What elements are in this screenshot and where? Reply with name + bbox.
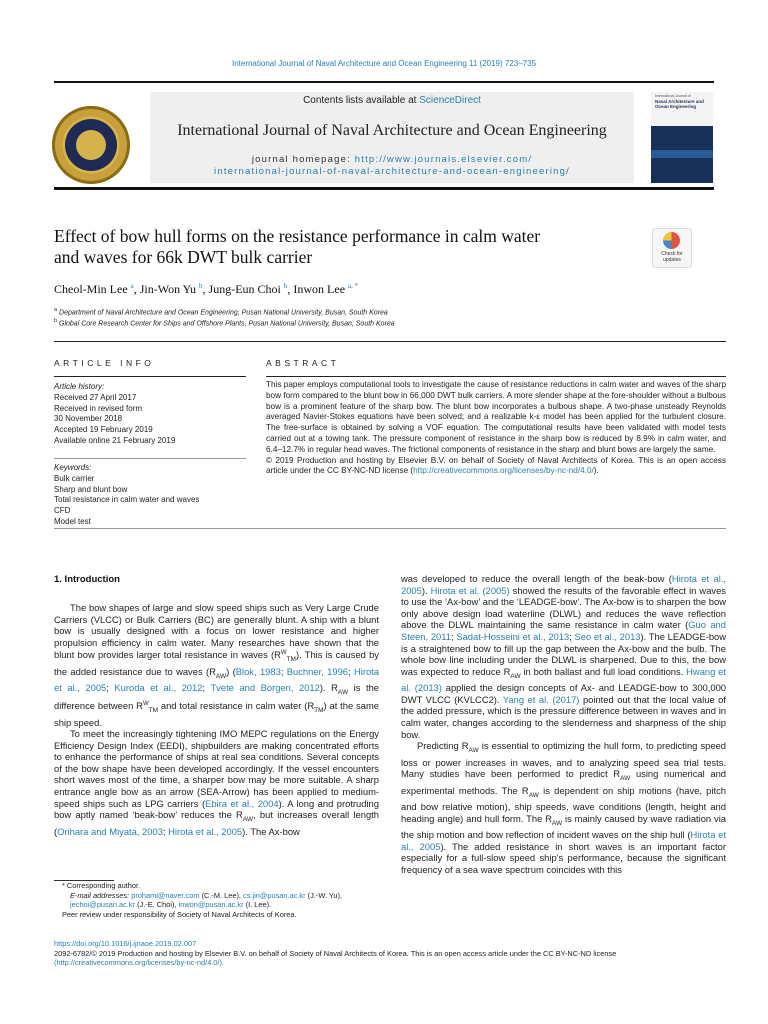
front-matter-end-rule xyxy=(54,528,726,529)
copyright-end: ). xyxy=(593,466,599,476)
email-link[interactable]: inwon@pusan.ac.kr xyxy=(178,900,244,910)
keyword-item: CFD xyxy=(54,506,71,516)
badge-text-2: updates xyxy=(663,256,681,263)
article-history xyxy=(54,382,254,447)
email-link[interactable]: cs.jin@pusan.ac.kr xyxy=(243,890,306,900)
issn-line: 2092-6782/© 2019 Production and hosting by Elsevier B.V. on behalf of Society of Naval Architects of Korea. This is an open access article under the CC BY-NC-ND license xyxy=(54,948,617,958)
email-link[interactable]: jechoi@pusan.ac.kr xyxy=(70,900,136,910)
keyword-item: Total resistance in calm water and waves xyxy=(54,495,200,505)
abstract-copyright xyxy=(266,456,726,478)
society-seal-logo xyxy=(52,106,130,184)
author-affiliation-mark[interactable]: b xyxy=(199,282,203,290)
author-affiliation-mark[interactable]: a, * xyxy=(348,282,359,290)
sciencedirect-link[interactable]: ScienceDirect xyxy=(419,95,481,106)
journal-cover-thumbnail[interactable] xyxy=(651,92,713,183)
history-item: Received 27 April 2017 xyxy=(54,392,137,402)
homepage-label: journal homepage: xyxy=(251,154,355,165)
affiliation-b-text: Global Core Research Center for Ships and Offshore Plants, Pusan National University, Busan, South Korea xyxy=(59,320,395,328)
abstract-text: This paper employs computational tools to investigate the cause of resistance reductions in calm water and waves of the sharp bow form compared to the blunt bow in 66,000 DWT bulk carriers. A more slender shape at the fore-shoulder without a bulbous bow is a prominent feature of the sharp bow. The blunt bow incorporates a bulbous shape. A two-phase unsteady Reynolds averaged Navier-Stokes equations have been solved; and a realizable k-ε model has been applied for the turbulent closure. The free-surface is obtained by solving a VOF equation. The computational results have been validated with model tests carried out at a towing tank. The pressure component of resistance in the sharp bow is reduced by 8.9% in calm water, and 6.4–12.7% in regular head waves. The frictional components of resistance in the sharp and blunt bows are largely the same. xyxy=(266,380,726,454)
article-title xyxy=(54,226,639,268)
keyword-item: Model test xyxy=(54,516,91,526)
contents-prefix: Contents lists available at xyxy=(303,95,420,106)
keywords xyxy=(54,463,254,528)
author-name: Jin-Won Yu xyxy=(139,282,197,296)
history-label: Article history: xyxy=(54,382,105,391)
cover-line-2: Naval Architecture and Ocean Engineering xyxy=(655,99,704,109)
journal-citation[interactable]: International Journal of Naval Architecture and Ocean Engineering 11 (2019) 723–735 xyxy=(231,59,537,68)
history-item: Available online 21 February 2019 xyxy=(54,435,176,445)
bottom-license-link[interactable]: (http://creativecommons.org/licenses/by-nc-nd/4.0/). xyxy=(54,958,225,968)
author-affiliation-mark[interactable]: a xyxy=(130,282,134,290)
keywords-label: Keywords: xyxy=(54,463,92,472)
peer-review-note: Peer review under responsibility of Society of Naval Architects of Korea. xyxy=(62,909,297,919)
intro-right-column xyxy=(401,573,726,876)
keywords-rule xyxy=(54,458,246,459)
header-rule-bottom xyxy=(54,187,714,190)
email-addresses xyxy=(54,891,384,901)
badge-text-1: Check for xyxy=(661,251,683,257)
email-owner: (J.-E. Choi), xyxy=(135,900,179,910)
cover-line-1: International Journal of xyxy=(655,94,691,98)
affiliation-a: $^a$ Department of Naval Architecture and Ocean Engineering, Pusan National University, Busan, South Korea xyxy=(54,307,388,317)
author-name: Inwon Lee xyxy=(293,282,346,296)
abstract-heading: ABSTRACT xyxy=(266,358,340,368)
author-affiliation-mark[interactable]: b xyxy=(283,282,288,290)
author-name: Jung-Eun Choi xyxy=(208,282,281,296)
abstract-body xyxy=(266,380,726,477)
intro-paragraph: The bow shapes of large and slow speed ships such as Very Large Crude Carriers (VLCC) or Bulk Carriers (BC) are generally blunt. A ship with a blunt bow is usually designed with a focus on lower resistance and higher propulsion efficiency in calm water. Many researches have shown that the blunt bow provides larger total resistance in waves $(R^W_{TM})$. This is caused by the added resistance due to waves $(R_{AW})$ (Blok, 1983; Buchner, 1996; Hirota et al., 2005; Kuroda et al., 2012; Tvete and Borgen, 2012). $R_{AW}$ is the difference between $R^W_{TM}$ and total resistance in calm water $(R_{TM})$ at the same ship speed. xyxy=(54,602,380,728)
license-link[interactable]: http://creativecommons.org/licenses/by-nc-nd/4.0/ xyxy=(413,466,594,476)
copyright-text: © 2019 Production and hosting by Elsevier B.V. on behalf of Society of Naval Architects of Korea. This is an open access article under the CC BY-NC-ND license ( xyxy=(266,455,726,476)
intro-paragraph: To meet the increasingly tightening IMO MEPC regulations on the Energy Efficiency Design Index (EEDI), shipbuilders are making concentrated efforts to enhance the performance of ships at real sea conditions. Several concepts of the bow shape have been developed accordingly. If the vessel encounters short waves most of the time, a sharper bow may be more suitable. A sharp entrance angle bow as an arrow (SEA-Arrow) has been applied to medium-speed ships such as LPG carriers (Ebira et al., 2004). A long and protruding bow aptly named ‘beak-bow’ reduces the $R_{AW}$, but increases overall length (Orihara and Miyata, 2003; Hirota et al., 2005). The Ax-bow xyxy=(54,728,380,837)
header-rule-top xyxy=(54,81,714,83)
affiliation-b: $^b$ Global Core Research Center for Ships and Offshore Plants, Pusan National University, Busan, South Korea xyxy=(54,318,395,328)
article-info-rule xyxy=(54,376,246,377)
email-owner: (C.-M. Lee), xyxy=(199,890,244,900)
section-divider xyxy=(54,341,726,342)
abstract-rule xyxy=(266,376,726,377)
article-info-heading: ARTICLE INFO xyxy=(54,358,155,368)
journal-homepage xyxy=(150,154,634,178)
affiliation-a-text: Department of Naval Architecture and Ocean Engineering, Pusan National University, Busan, South Korea xyxy=(59,309,388,317)
keyword-item: Bulk carrier xyxy=(54,473,95,483)
title-line-2: and waves for 66k DWT bulk carrier xyxy=(54,247,313,267)
intro-left-column xyxy=(54,602,379,837)
history-item: Accepted 19 February 2019 xyxy=(54,425,153,435)
contents-available xyxy=(150,95,634,106)
history-item: Received in revised form xyxy=(54,403,143,413)
introduction-heading: 1. Introduction xyxy=(54,574,120,585)
intro-paragraph: Predicting $R_{AW}$ is essential to optimizing the hull form, to predicting speed loss or power increases in waves, and to analyzing speed sea trial tests. Many studies have been performed to predict $R_{AW}$ using numerical and experimental methods. The $R_{AW}$ is dependent on ship motions (have, pitch and bow relative motion), ship speeds, wave conditions (length, height and heading angle) and hull form. The $R_{AW}$ is mainly caused by wave radiation via the ship motion and bow reflection of incident waves on the ship hull (Hirota et al., 2005). The added resistance in short waves is an important factor especially for a full-slow speed ship's performance, because the significant frequency of a sea wave spectrum coincides with this xyxy=(401,740,727,876)
keyword-item: Sharp and blunt bow xyxy=(54,484,128,494)
homepage-link-part1[interactable]: http://www.journals.elsevier.com/ xyxy=(354,154,533,165)
email-label: E-mail addresses: xyxy=(70,890,132,900)
doi-link[interactable]: https://doi.org/10.1016/j.ijnaoe.2019.02.007 xyxy=(54,939,197,948)
homepage-link-part2[interactable]: international-journal-of-naval-architecture-and-ocean-engineering/ xyxy=(214,166,570,177)
check-for-updates-badge[interactable] xyxy=(652,228,692,268)
intro-paragraph: was developed to reduce the overall length of the beak-bow (Hirota et al., 2005). Hirota et al. (2005) showed the results of the favorable effect in waves to use the ‘Ax-bow’ and the ‘LEADGE-bow’. The Ax-bow is to sharpen the bow only above design load waterline (DLWL) and reduces the wave reflection above the DLWL maintaining the same resistance in calm water (Guo and Steen, 2011; Sadat-Hosseini et al., 2013; Seo et al., 2013). The LEADGE-bow is a straightened bow to fill up the gap between the Ax-bow and the bulb. The whole bow line including under the DLWL is sharpened. Due to this, the bow was expected to reduce $R_{AW}$ in both ballast and full load conditions. Hwang et al. (2013) applied the design concepts of Ax- and LEADGE-bow to 300,000 DWT VLCC (KVLCC2). Yang et al. (2017) pointed out that the local value of the added pressure, which is the pressure difference between in waves and in calm water, changes according to the slenderness and sharpness of the ship bow. xyxy=(401,573,727,740)
email-link[interactable]: prohami@naver.com xyxy=(131,890,200,900)
email-addresses-cont xyxy=(54,900,384,910)
email-owner: (I. Lee). xyxy=(243,900,272,910)
page-bottom-info xyxy=(54,939,726,968)
history-item: 30 November 2018 xyxy=(54,414,123,424)
title-line-1: Effect of bow hull forms on the resistance performance in calm water xyxy=(54,226,541,246)
journal-title: International Journal of Naval Architecture and Ocean Engineering xyxy=(177,122,607,139)
corresponding-author: * Corresponding author. xyxy=(62,881,141,890)
updates-icon xyxy=(663,232,680,249)
author-list: Cheol-Min Lee $^a$, Jin-Won Yu $^b$, Jung-Eun Choi $^b$, Inwon Lee $^{a, *}$ xyxy=(54,282,359,296)
footnotes xyxy=(54,881,384,919)
email-owner: (J.-W. Yu), xyxy=(305,890,343,900)
author-name: Cheol-Min Lee xyxy=(54,282,128,296)
